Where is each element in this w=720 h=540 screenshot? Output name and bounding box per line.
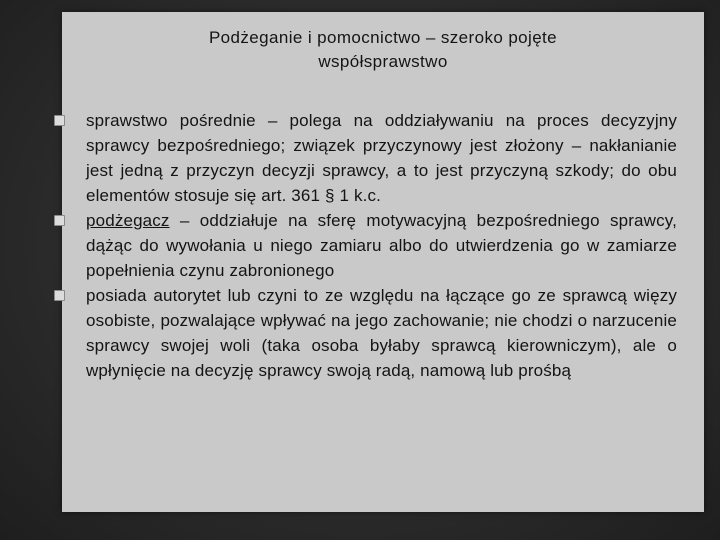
bullet-text-1: sprawstwo pośrednie – polega na oddziaływaniu na proces decyzyjny sprawcy bezpośredniego; związek przyczynowy jest złożony – nakłanianie jest jedną z przyczyn decyzji sprawcy, a to jest przyczyną szkody; do obu elementów stosuje się art. 361 § 1 k.c.	[86, 111, 677, 205]
bullet-item-1	[62, 108, 704, 208]
bullet-text-2-body: – oddziałuje na sferę motywacyjną bezpośredniego sprawcy, dążąc do wywołania u niego zamiaru albo do utwierdzenia go w zamiarze popełnienia czynu zabronionego	[86, 211, 677, 280]
bullet-item-2	[62, 208, 704, 283]
slide-title	[62, 26, 704, 74]
content-panel	[62, 12, 704, 512]
bullet-item-3	[62, 283, 704, 383]
bullet-text-2	[86, 208, 677, 283]
slide-title-line-1: Podżeganie i pomocnictwo – szeroko pojęte	[208, 28, 558, 47]
slide-title-line-2: współsprawstwo	[318, 52, 448, 71]
square-bullet-icon	[54, 115, 65, 126]
square-bullet-icon	[54, 215, 65, 226]
square-bullet-icon	[54, 290, 65, 301]
bullet-list	[62, 108, 704, 383]
bullet-term-podzegacz: podżegacz	[86, 211, 170, 230]
bullet-text-3: posiada autorytet lub czyni to ze względu na łączące go ze sprawcą więzy osobiste, pozwalające wpływać na jego zachowanie; nie chodzi o narzucenie sprawcy swojej woli (taka osoba byłaby sprawcą kierowniczym), ale o wpłynięcie na decyzję sprawcy swoją radą, namową lub prośbą	[86, 286, 677, 380]
